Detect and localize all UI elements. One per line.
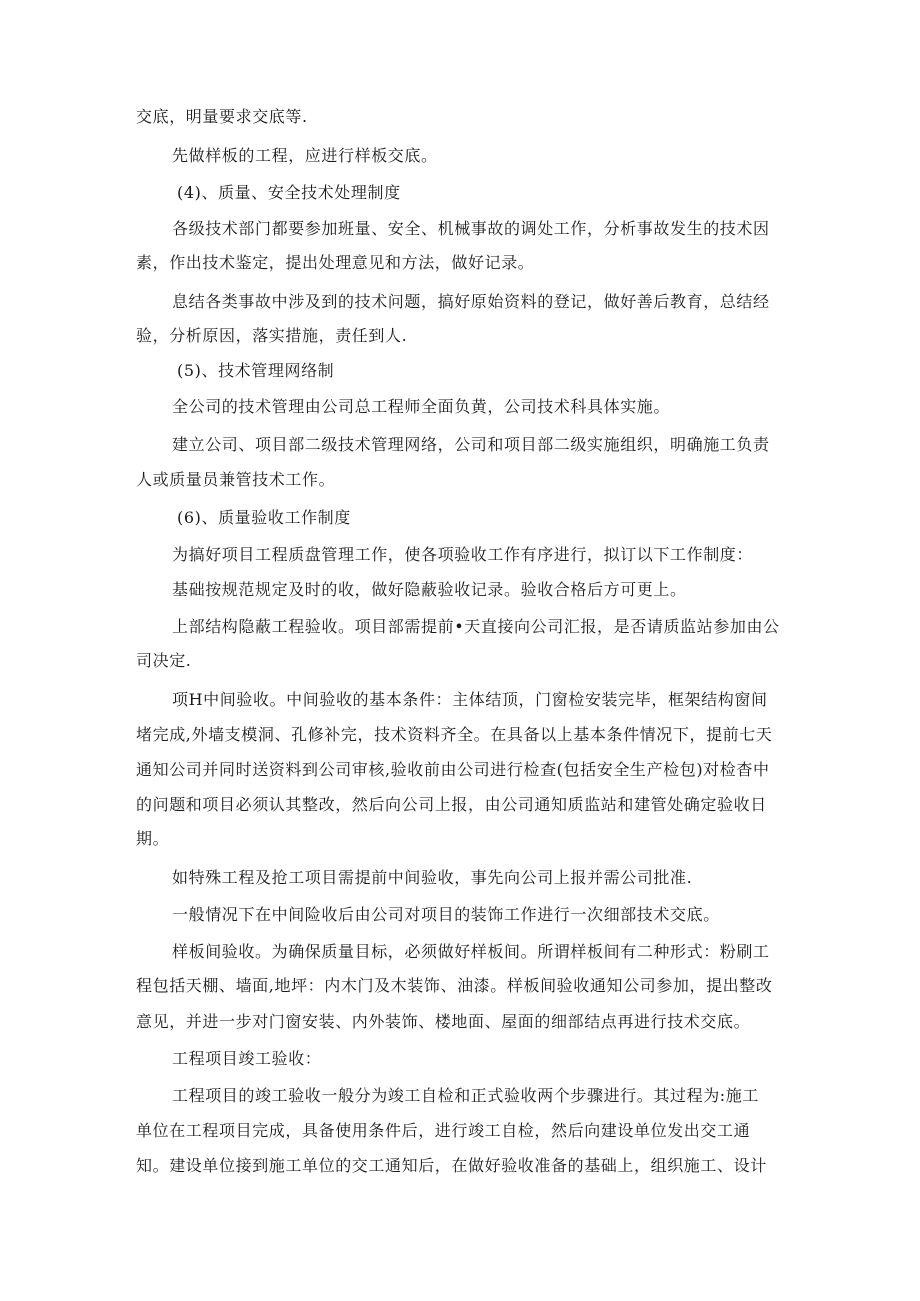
text-line: 司决定. (136, 651, 192, 670)
text-line: 堵完成,外墙支模洞、孔修补完，技术资料齐全。在具备以上基本条件情况下，提前七天 (136, 725, 773, 744)
text-line: 息结各类事故中涉及到的技术问题，搞好原始资料的登记，做好善后教育，总结经 (172, 292, 770, 311)
text-line: 意见，并进一步对门窗安装、内外装饰、楼地面、屋面的细部结点再进行技术交底。 (136, 1012, 751, 1031)
text-line: 项H中间验收。中间验收的基本条件：主体结顶，门窗检安装完毕，框架结构窗间 (172, 690, 768, 709)
text-line: 建立公司、项目部二级技术管理网络，公司和项目部二级实施组织，明确施工负责 (172, 435, 770, 454)
text-line: 基础按规范规定及时的收，做好隐蔽验收记录。验收合格后方可更上。 (172, 580, 687, 599)
text-line: 全公司的技术管理由公司总工程师全面负黄，公司技术科具体实施。 (172, 397, 671, 416)
text-line: 人或质量员兼管技术工作。 (136, 470, 336, 489)
text-line: 交底，明量要求交底等. (136, 107, 308, 126)
text-line: 样板间验收。为确保质量目标，必须做好样板间。所谓样板间有二种形式：粉刷工 (172, 942, 770, 961)
text-line: 素，作出技术鉴定，提出处理意见和方法，做好记录。 (136, 253, 535, 272)
text-line: 工程项目的竣工验收一般分为竣工自检和正式验收两个步骤进行。其过程为:施工 (172, 1086, 759, 1105)
text-line: 单位在工程项目完成，具备使用条件后，进行竣工自检，然后向建设单位发出交工通 (136, 1121, 751, 1140)
text-line: 的问题和项目必须认其整改，然后向公司上报，由公司通知质监站和建管处确定验收日 (136, 795, 767, 814)
text-line: 各级技术部门都要参加班量、安全、机械事故的调处工作，分析事故发生的技术因 (172, 219, 770, 238)
text-line: 通知公司并同时送资料到公司审核,验收前由公司进行检查(包括安全生产检包)对检杳中 (136, 760, 770, 779)
text-line: 程包括天棚、墙面,地坪：内木门及木装饰、油漆。样板间验收通知公司参加，提出整改 (136, 976, 773, 995)
section-heading: (6)、质量验收工作制度 (177, 508, 351, 527)
text-line: 如特殊工程及抢工项目需提前中间验收，事先向公司上报并需公司批准. (172, 868, 693, 887)
text-line: 先做样板的工程，应进行样板交底。 (172, 146, 438, 165)
section-heading: (4)、质量、安全技术处理制度 (177, 183, 401, 202)
section-heading: (5)、技术管理网络制 (177, 361, 335, 380)
text-line: 上部结构隐蔽工程验收。项目部需提前•天直接向公司汇报，是否请质监站参加由公 (172, 617, 780, 636)
text-line: 为搞好项目工程质盘管理工作，使各项验收工作有序进行，拟订以下工作制度： (172, 545, 754, 564)
text-line: 工程项目竣工验收： (172, 1049, 322, 1068)
text-line: 知。建设单位接到施工单位的交工通知后，在做好验收准备的基础上，组织施工、设计 (136, 1156, 767, 1175)
text-line: 期。 (136, 829, 170, 848)
text-line: 验，分析原因，落实措施，责任到人. (136, 326, 408, 345)
text-line: 一般情况下在中间险收后由公司对项目的装饰工作进行一次细部技术交底。 (172, 905, 720, 924)
